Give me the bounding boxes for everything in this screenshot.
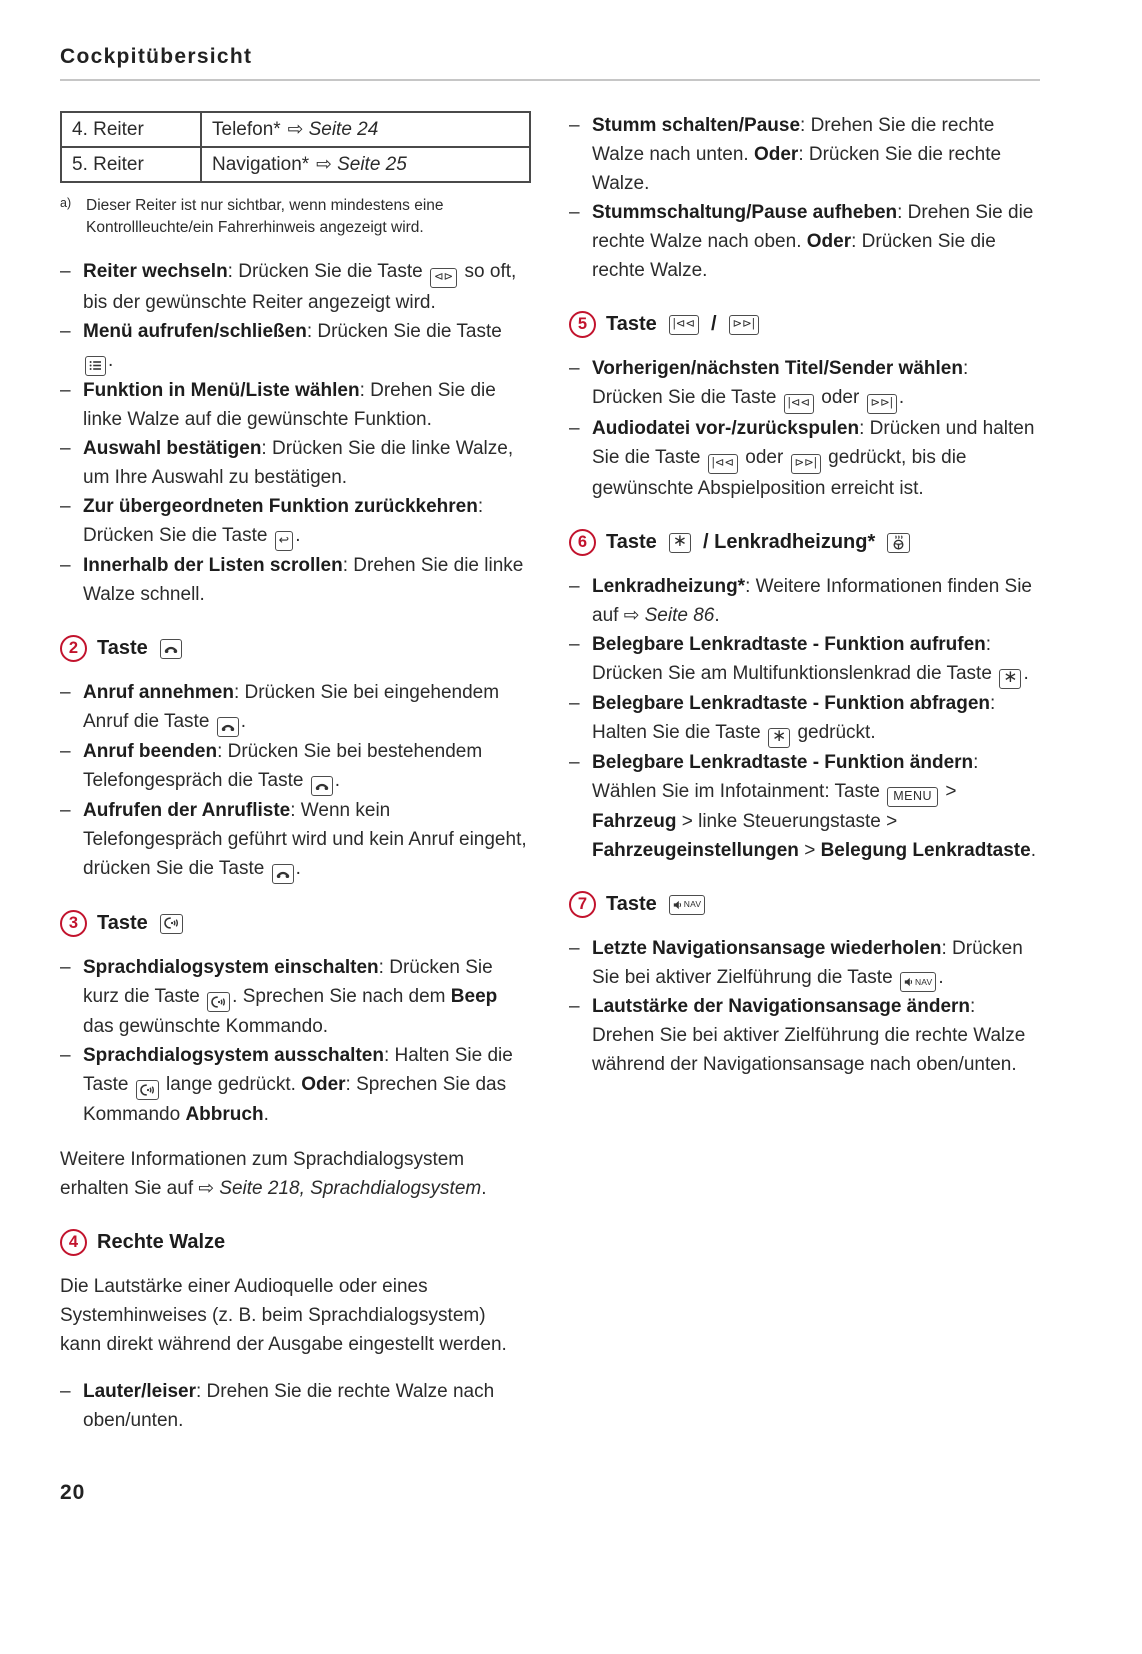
term-label: Lautstärke der Navigationsansage ändern (592, 996, 971, 1017)
bullet-dash: – (60, 555, 71, 576)
table-cell-value: Telefon* ⇨ Seite 24 (201, 112, 530, 147)
table-row (61, 147, 530, 182)
bullet-list (60, 257, 531, 609)
section-number-badge: 2 (60, 635, 87, 662)
list-item: – Lautstärke der Navigationsansage ändern: Drehen Sie bei aktiver Zielführung die rechte Walze während der Navigationsansage nach oben/unten. (569, 992, 1040, 1079)
heading-separator: / Lenkradheizung* (703, 531, 876, 553)
bullet-dash: – (60, 800, 71, 821)
bullet-dash: – (60, 682, 71, 703)
emphasis: Abbruch (185, 1104, 264, 1125)
page-reference: Seite 86 (644, 605, 715, 626)
previous-track-key-icon: |⊲⊲ (669, 315, 699, 335)
emphasis: Oder (806, 231, 852, 252)
term-label: Reiter wechseln (83, 261, 228, 282)
section-heading-6 (569, 529, 1040, 556)
bullet-dash: – (60, 741, 71, 762)
list-item: – Menü aufrufen/schließen: Drücken Sie die Taste . (60, 317, 531, 376)
list-item: – Aufrufen der Anrufliste: Wenn kein Telefongespräch geführt wird und kein Anruf eingeht, drücken Sie die Taste . (60, 796, 531, 884)
phone-key-icon (311, 776, 333, 796)
nav-announcement-key-icon: NAV (900, 972, 936, 992)
list-item: – Sprachdialogsystem einschalten: Drücken Sie kurz die Taste . Sprechen Sie nach dem Beep das gewünschte Kommando. (60, 953, 531, 1041)
page-header (60, 44, 1040, 81)
page-ref-arrow-icon: ⇨ (198, 1178, 215, 1199)
section-number-badge: 3 (60, 910, 87, 937)
phone-key-icon (160, 639, 182, 659)
term-label: Belegbare Lenkradtaste - Funktion abfragen (592, 693, 991, 714)
voice-key-icon (160, 914, 183, 934)
next-track-key-icon: ⊳⊳| (867, 394, 897, 414)
bullet-dash: – (60, 438, 71, 459)
list-item: – Zur übergeordneten Funktion zurückkehren: Drücken Sie die Taste ↩ . (60, 492, 531, 551)
section-heading-2 (60, 635, 531, 662)
menu-text-key-icon: MENU (887, 787, 938, 807)
phone-key-icon (217, 717, 239, 737)
menu-key-icon (85, 356, 106, 376)
section-number-badge: 5 (569, 311, 596, 338)
term-label: Audiodatei vor-/zurückspulen (592, 418, 860, 439)
term-label: Belegbare Lenkradtaste - Funktion ändern (592, 752, 974, 773)
list-item: – Sprachdialogsystem ausschalten: Halten Sie die Taste lange gedrückt. Oder: Sprechen Sie das Kommando Abbruch. (60, 1041, 531, 1129)
list-item: – Vorherigen/nächsten Titel/Sender wählen: Drücken Sie die Taste |⊲⊲ oder ⊳⊳| . (569, 354, 1040, 414)
voice-key-icon (136, 1080, 159, 1100)
term-label: Anruf beenden (83, 741, 218, 762)
emphasis: Beep (450, 986, 498, 1007)
section-number-badge: 4 (60, 1229, 87, 1256)
section-heading-3 (60, 910, 531, 937)
section-number-badge: 6 (569, 529, 596, 556)
steering-wheel-heating-key-icon (887, 533, 910, 553)
bullet-dash: – (569, 358, 580, 379)
list-item: – Funktion in Menü/Liste wählen: Drehen Sie die linke Walze auf die gewünschte Funktion. (60, 376, 531, 434)
bullet-dash: – (60, 261, 71, 282)
footnote-text: Dieser Reiter ist nur sichtbar, wenn mindestens eine Kontrollleuchte/ein Fahrerhinweis angezeigt wird. (86, 197, 444, 236)
bullet-dash: – (569, 202, 580, 223)
heading-label: Taste (606, 313, 657, 335)
list-item: – Stummschaltung/Pause aufheben: Drehen Sie die rechte Walze nach oben. Oder: Drücken Sie die rechte Walze. (569, 198, 1040, 285)
list-item: – Belegbare Lenkradtaste - Funktion abfragen: Halten Sie die Taste ∗ gedrückt. (569, 689, 1040, 748)
voice-info-paragraph: Weitere Informationen zum Sprachdialogsystem erhalten Sie auf ⇨ Seite 218, Sprachdialogsystem. (60, 1149, 487, 1199)
section-number-badge: 7 (569, 891, 596, 918)
tabs-table (60, 111, 531, 183)
term-label: Innerhalb der Listen scrollen (83, 555, 343, 576)
previous-track-key-icon: |⊲⊲ (708, 454, 738, 474)
page-reference: Seite 24 (308, 119, 379, 140)
list-item: – Belegbare Lenkradtaste - Funktion ändern: Wählen Sie im Infotainment: Taste MENU > Fahrzeug > linke Steuerungstaste > Fahrzeugeinstellungen > Belegung Lenkradtaste. (569, 748, 1040, 865)
tab-switch-key-icon: ⊲⊳ (430, 268, 457, 288)
list-item: – Lenkradheizung*: Weitere Informationen finden Sie auf ⇨ Seite 86. (569, 572, 1040, 630)
footnote (60, 195, 531, 239)
bullet-dash: – (569, 115, 580, 136)
emphasis: Fahrzeug (592, 811, 677, 832)
bullet-list (60, 953, 531, 1129)
heading-label: Rechte Walze (97, 1231, 226, 1253)
bullet-list (569, 111, 1040, 285)
term-label: Lenkradheizung* (592, 576, 746, 597)
list-item: – Anruf beenden: Drücken Sie bei bestehendem Telefongespräch die Taste . (60, 737, 531, 796)
list-item: – Audiodatei vor-/zurückspulen: Drücken und halten Sie die Taste |⊲⊲ oder ⊳⊳| gedrückt, bis die gewünschte Abspielposition erreicht ist. (569, 414, 1040, 503)
term-label: Sprachdialogsystem ausschalten (83, 1045, 384, 1066)
star-key-icon: ∗ (999, 669, 1021, 689)
bullet-dash: – (60, 1381, 71, 1402)
heading-label: Taste (606, 893, 657, 915)
right-column (569, 111, 1040, 1435)
section-heading-5 (569, 311, 1040, 338)
table-row (61, 112, 530, 147)
list-item: – Innerhalb der Listen scrollen: Drehen Sie die linke Walze schnell. (60, 551, 531, 609)
emphasis: Fahrzeugeinstellungen (592, 840, 799, 861)
list-item: – Belegbare Lenkradtaste - Funktion aufrufen: Drücken Sie am Multifunktionslenkrad die Taste ∗ . (569, 630, 1040, 689)
heading-label: Taste (606, 531, 657, 553)
left-column (60, 111, 531, 1435)
next-track-key-icon: ⊳⊳| (791, 454, 821, 474)
heading-separator: / (711, 313, 717, 335)
list-item: – Letzte Navigationsansage wiederholen: Drücken Sie bei aktiver Zielführung die Taste NAV . (569, 934, 1040, 992)
term-label: Auswahl bestätigen (83, 438, 262, 459)
page-title: Cockpitübersicht (60, 45, 253, 68)
heading-label: Taste (97, 912, 148, 934)
page-number: 20 (60, 1481, 86, 1504)
table-cell-value: Navigation* ⇨ Seite 25 (201, 147, 530, 182)
bullet-dash: – (569, 693, 580, 714)
voice-key-icon (207, 992, 230, 1012)
list-item: – Lauter/leiser: Drehen Sie die rechte Walze nach oben/unten. (60, 1377, 531, 1435)
nav-announcement-key-icon: NAV (669, 895, 705, 915)
term-label: Menü aufrufen/schließen (83, 321, 307, 342)
table-cell-reiter: 4. Reiter (61, 112, 201, 147)
emphasis: Belegung Lenkradtaste (820, 840, 1031, 861)
list-item: – Anruf annehmen: Drücken Sie bei eingehendem Anruf die Taste . (60, 678, 531, 737)
back-key-icon: ↩ (275, 531, 293, 551)
right-roller-paragraph: Die Lautstärke einer Audioquelle oder eines Systemhinweises (z. B. beim Sprachdialogsystem) kann direkt während der Ausgabe eingestellt werden. (60, 1276, 507, 1355)
list-item: – Reiter wechseln: Drücken Sie die Taste ⊲⊳ so oft, bis der gewünschte Reiter angezeigt wird. (60, 257, 531, 317)
page-ref-arrow-icon: ⇨ (287, 119, 304, 140)
term-label: Stummschaltung/Pause aufheben (592, 202, 898, 223)
heading-label: Taste (97, 637, 148, 659)
page-ref-arrow-icon: ⇨ (623, 605, 640, 626)
term-label: Zur übergeordneten Funktion zurückkehren (83, 496, 478, 517)
bullet-list (60, 678, 531, 884)
bullet-list (569, 934, 1040, 1079)
bullet-list (569, 572, 1040, 865)
two-column-layout (60, 111, 1040, 1435)
star-key-icon: ∗ (669, 533, 691, 553)
star-key-icon: ∗ (768, 728, 790, 748)
term-label: Funktion in Menü/Liste wählen (83, 380, 360, 401)
next-track-key-icon: ⊳⊳| (729, 315, 759, 335)
phone-key-icon (272, 864, 294, 884)
term-label: Stumm schalten/Pause (592, 115, 801, 136)
previous-track-key-icon: |⊲⊲ (784, 394, 814, 414)
page-reference: Seite 25 (337, 154, 407, 175)
term-label: Lauter/leiser (83, 1381, 196, 1402)
bullet-list (569, 354, 1040, 503)
bullet-dash: – (60, 1045, 71, 1066)
bullet-dash: – (569, 576, 580, 597)
term-label: Letzte Navigationsansage wiederholen (592, 938, 942, 959)
term-label: Sprachdialogsystem einschalten (83, 957, 379, 978)
section-heading-7 (569, 891, 1040, 918)
bullet-dash: – (60, 321, 71, 342)
term-label: Belegbare Lenkradtaste - Funktion aufrufen (592, 634, 986, 655)
page-reference: Seite 218, Sprachdialogsystem (219, 1178, 482, 1199)
term-label: Aufrufen der Anrufliste (83, 800, 291, 821)
bullet-dash: – (60, 496, 71, 517)
bullet-dash: – (569, 938, 580, 959)
bullet-dash: – (569, 418, 580, 439)
page-ref-arrow-icon: ⇨ (316, 154, 333, 175)
emphasis: Oder (753, 144, 799, 165)
section-heading-4 (60, 1229, 531, 1256)
bullet-list (60, 1377, 531, 1435)
bullet-dash: – (60, 957, 71, 978)
term-label: Anruf annehmen (83, 682, 234, 703)
list-item: – Stumm schalten/Pause: Drehen Sie die rechte Walze nach unten. Oder: Drücken Sie die rechte Walze. (569, 111, 1040, 198)
bullet-dash: – (569, 996, 580, 1017)
list-item: – Auswahl bestätigen: Drücken Sie die linke Walze, um Ihre Auswahl zu bestätigen. (60, 434, 531, 492)
table-cell-reiter: 5. Reiter (61, 147, 201, 182)
emphasis: Oder (301, 1074, 346, 1095)
bullet-dash: – (569, 752, 580, 773)
term-label: Vorherigen/nächsten Titel/Sender wählen (592, 358, 963, 379)
bullet-dash: – (60, 380, 71, 401)
bullet-dash: – (569, 634, 580, 655)
footnote-marker: a) (60, 196, 72, 210)
